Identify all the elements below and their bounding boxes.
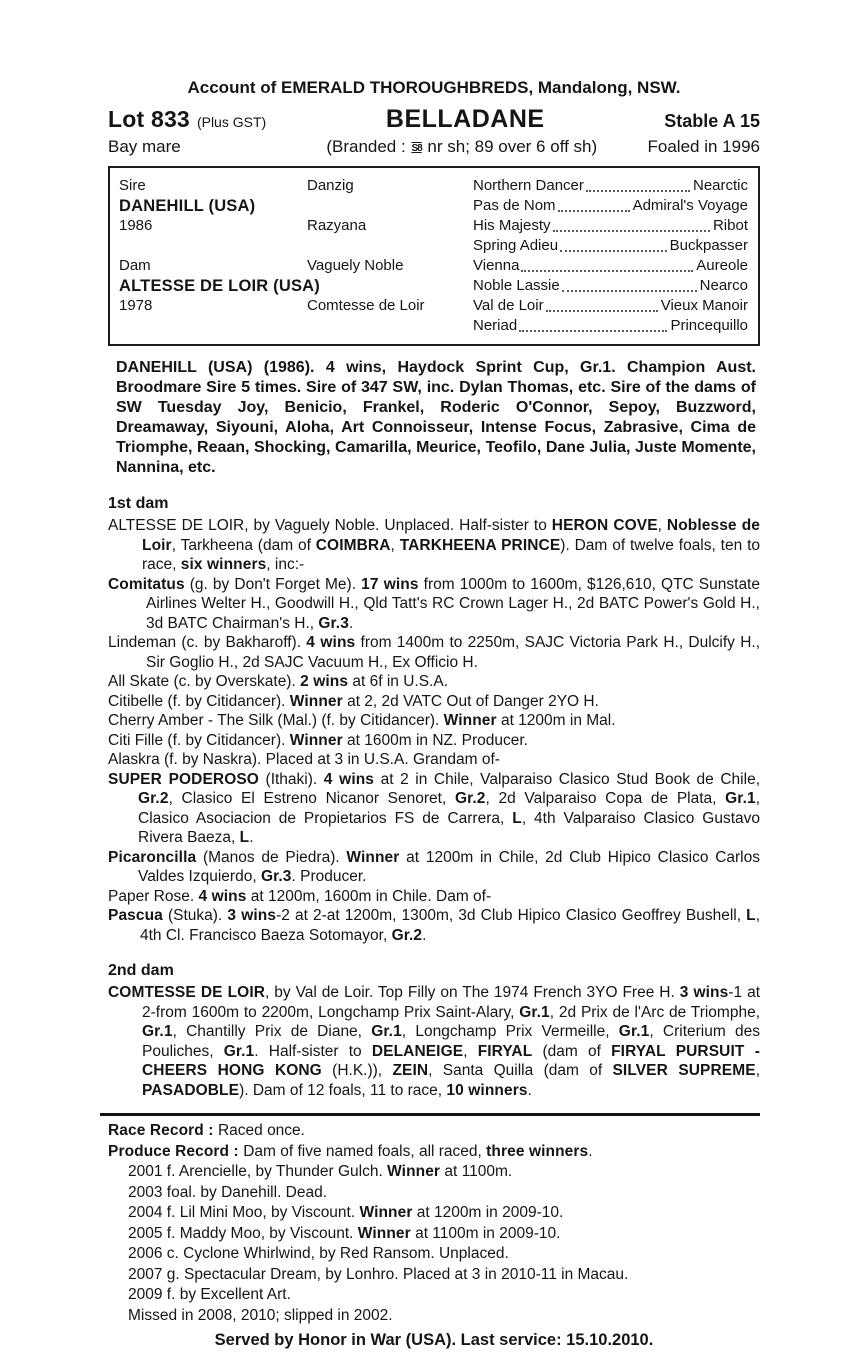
dam-name: ALTESSE DE LOIR (USA)	[119, 277, 320, 295]
brand-suffix: nr sh; 89 over 6 off sh)	[422, 137, 598, 156]
ancestor-row	[473, 296, 748, 316]
produce-entry: 2005 f. Maddy Moo, by Viscount. Winner at 1100m in 2009-10.	[128, 1224, 561, 1242]
dotted-leader	[560, 250, 667, 252]
dam-dam-name: Comtesse de Loir	[307, 297, 425, 314]
dotted-leader	[558, 210, 630, 212]
ancestor-name: Northern Dancer	[473, 177, 584, 194]
ancestor-row	[473, 256, 748, 276]
brand-mark-glyph: S8	[411, 143, 422, 154]
horse-info-row	[108, 137, 760, 157]
brand-prefix: (Branded :	[326, 137, 411, 156]
ancestor-parent: Admiral's Voyage	[632, 197, 748, 214]
ancestor-name: Spring Adieu	[473, 237, 559, 254]
sire-sire-name: Danzig	[307, 177, 354, 194]
dam-entry: COMTESSE DE LOIR, by Val de Loir. Top Filly on The 1974 French 3YO Free H. 3 wins-1 at 2-from 1600m to 2200m, Longchamp Prix Saint-Alary, Gr.1, 2d Prix de l'Arc de Triomphe, Gr.1, Chantilly Prix de Diane, Gr.1, Longchamp Prix Vermeille, Gr.1, Criterium des Pouliches, Gr.1. Half-sister to DELANEIGE, FIRYAL (dam of FIRYAL PURSUIT - CHEERS HONG KONG (H.K.)), ZEIN, Santa Quilla (dam of SILVER SUPREME, PASADOBLE). Dam of 12 foals, 11 to race, 10 winners.	[108, 984, 761, 1099]
pedigree-table	[108, 166, 760, 346]
second-dam-heading: 2nd dam	[108, 962, 174, 979]
ancestor-parent: Aureole	[696, 257, 748, 274]
progeny-entry: Lindeman (c. by Bakharoff). 4 wins from 1400m to 2250m, SAJC Victoria Park H., Dulcify H., Sir Goglio H., 2d SAJC Vacuum H., Ex Officio H.	[108, 634, 760, 671]
horse-name: BELLADANE	[385, 105, 545, 133]
ancestor-row	[473, 276, 748, 296]
stable-number: Stable A 15	[664, 111, 760, 131]
produce-entry: 2001 f. Arencielle, by Thunder Gulch. Winner at 1100m.	[128, 1163, 513, 1180]
produce-entry: 2006 c. Cyclone Whirlwind, by Red Ransom. Unplaced.	[128, 1245, 509, 1262]
ancestor-row	[473, 216, 748, 236]
ancestor-parent: Buckpasser	[669, 237, 748, 254]
ancestor-row	[473, 316, 748, 336]
sire-name: DANEHILL (USA)	[119, 197, 256, 215]
dam-year: 1978	[119, 297, 153, 314]
ancestor-parent: Nearco	[699, 277, 748, 294]
progeny-entry: All Skate (c. by Overskate). 2 wins at 6f in U.S.A.	[108, 673, 449, 690]
sire-year: 1986	[119, 217, 153, 234]
dotted-leader	[546, 310, 658, 312]
progeny-entry: Alaskra (f. by Naskra). Placed at 3 in U.S.A. Grandam of-	[108, 751, 500, 768]
progeny-entry: Citi Fille (f. by Citidancer). Winner at 1600m in NZ. Producer.	[108, 731, 528, 749]
horse-description: Bay mare	[108, 137, 181, 156]
dam-role-label: Dam	[119, 257, 151, 274]
produce-entry: 2003 foal. by Danehill. Dead.	[128, 1183, 328, 1201]
produce-entry: 2007 g. Spectacular Dream, by Lonhro. Placed at 3 in 2010-11 in Macau.	[128, 1265, 629, 1283]
sire-role-label: Sire	[119, 177, 146, 194]
ancestor-parent: Vieux Manoir	[660, 297, 748, 314]
section-divider	[100, 1113, 760, 1116]
lot-row	[108, 105, 760, 134]
ancestor-name: Val de Loir	[473, 297, 544, 314]
produce-entry: 2004 f. Lil Mini Moo, by Viscount. Winner at 1200m in 2009-10.	[128, 1204, 564, 1221]
progeny-entry: Comitatus (g. by Don't Forget Me). 17 wins from 1000m to 1600m, $126,610, QTC Sunstate Airlines Welter H., Goodwill H., Qld Tatt's RC Crown Lager H., 2d BATC Power's Gold H., 3d BATC Chairman's H., Gr.3.	[108, 575, 760, 632]
dam-sire-name: Vaguely Noble	[307, 257, 404, 274]
first-dam-section	[108, 494, 760, 945]
ancestor-name: Neriad	[473, 317, 518, 334]
gst-note: (Plus GST)	[196, 114, 267, 130]
produce-record-line: Produce Record : Dam of five named foals, all raced, three winners.	[108, 1142, 593, 1160]
served-by-line: Served by Honor in War (USA). Last service: 15.10.2010.	[214, 1331, 654, 1349]
foaled-year: Foaled in 1996	[647, 137, 760, 156]
produce-entry: Missed in 2008, 2010; slipped in 2002.	[128, 1306, 393, 1324]
lot-number: Lot 833	[108, 106, 190, 132]
ancestor-name: Vienna	[473, 257, 520, 274]
ancestor-parent: Nearctic	[692, 177, 748, 194]
vendor-account-line: Account of EMERALD THOROUGHBREDS, Mandalong, NSW.	[187, 78, 681, 97]
dotted-leader	[562, 290, 697, 292]
progeny-entry: Picaroncilla (Manos de Piedra). Winner at 1200m in Chile, 2d Club Hipico Clasico Carlos Valdes Izquierdo, Gr.3. Producer.	[108, 848, 760, 885]
progeny-entry: Citibelle (f. by Citidancer). Winner at 2, 2d VATC Out of Danger 2YO H.	[108, 692, 599, 710]
progeny-entry: Cherry Amber - The Silk (Mal.) (f. by Citidancer). Winner at 1200m in Mal.	[108, 712, 616, 729]
dotted-leader	[586, 190, 690, 192]
ancestor-name: His Majesty	[473, 217, 551, 234]
dotted-leader	[521, 270, 693, 272]
dotted-leader	[553, 230, 710, 232]
ancestor-name: Pas de Nom	[473, 197, 556, 214]
ancestor-parent: Ribot	[712, 217, 748, 234]
produce-entry: 2009 f. by Excellent Art.	[128, 1286, 291, 1303]
ancestor-name: Noble Lassie	[473, 277, 560, 294]
brand-info	[276, 137, 648, 157]
dotted-leader	[519, 330, 667, 332]
ancestor-row	[473, 176, 748, 196]
race-record-line: Race Record : Raced once.	[108, 1122, 305, 1139]
second-dam-section	[108, 961, 760, 1100]
progeny-entry: SUPER PODEROSO (Ithaki). 4 wins at 2 in Chile, Valparaiso Clasico Stud Book de Chile, Gr.2, Clasico El Estreno Nicanor Senoret, Gr.2, 2d Valparaiso Copa de Plata, Gr.1, Clasico Asociacion de Propietarios FS de Carrera, L, 4th Valparaiso Clasico Gustavo Rivera Baeza, L.	[108, 770, 761, 846]
progeny-entry: Paper Rose. 4 wins at 1200m, 1600m in Chile. Dam of-	[108, 887, 492, 905]
first-dam-heading: 1st dam	[108, 495, 169, 512]
progeny-entry: Pascua (Stuka). 3 wins-2 at 2-at 1200m, 1300m, 3d Club Hipico Clasico Geoffrey Bushell, L, 4th Cl. Francisco Baeza Sotomayor, Gr.2.	[108, 907, 760, 944]
ancestor-parent: Princequillo	[670, 317, 748, 334]
sire-dam-name: Razyana	[307, 217, 367, 234]
sire-summary: DANEHILL (USA) (1986). 4 wins, Haydock Sprint Cup, Gr.1. Champion Aust. Broodmare Sire 5 times. Sire of 347 SW, inc. Dylan Thomas, etc. Sire of the dams of SW Tuesday Joy, Benicio, Frankel, Roderic O'Connor, Sepoy, Buzzword, Dreamaway, Siyouni, Aloha, Art Connoisseur, Intense Focus, Zabrasive, Cima de Triomphe, Reaan, Shocking, Camarilla, Meurice, Teofilo, Dane Julia, Juste Momente, Nannina, etc.	[116, 359, 756, 476]
ancestor-row	[473, 236, 748, 256]
ancestor-row	[473, 196, 748, 216]
dam-entry: ALTESSE DE LOIR, by Vaguely Noble. Unplaced. Half-sister to HERON COVE, Noblesse de Loir, Tarkheena (dam of COIMBRA, TARKHEENA PRINCE). Dam of twelve foals, ten to race, six winners, inc:-	[108, 517, 760, 573]
